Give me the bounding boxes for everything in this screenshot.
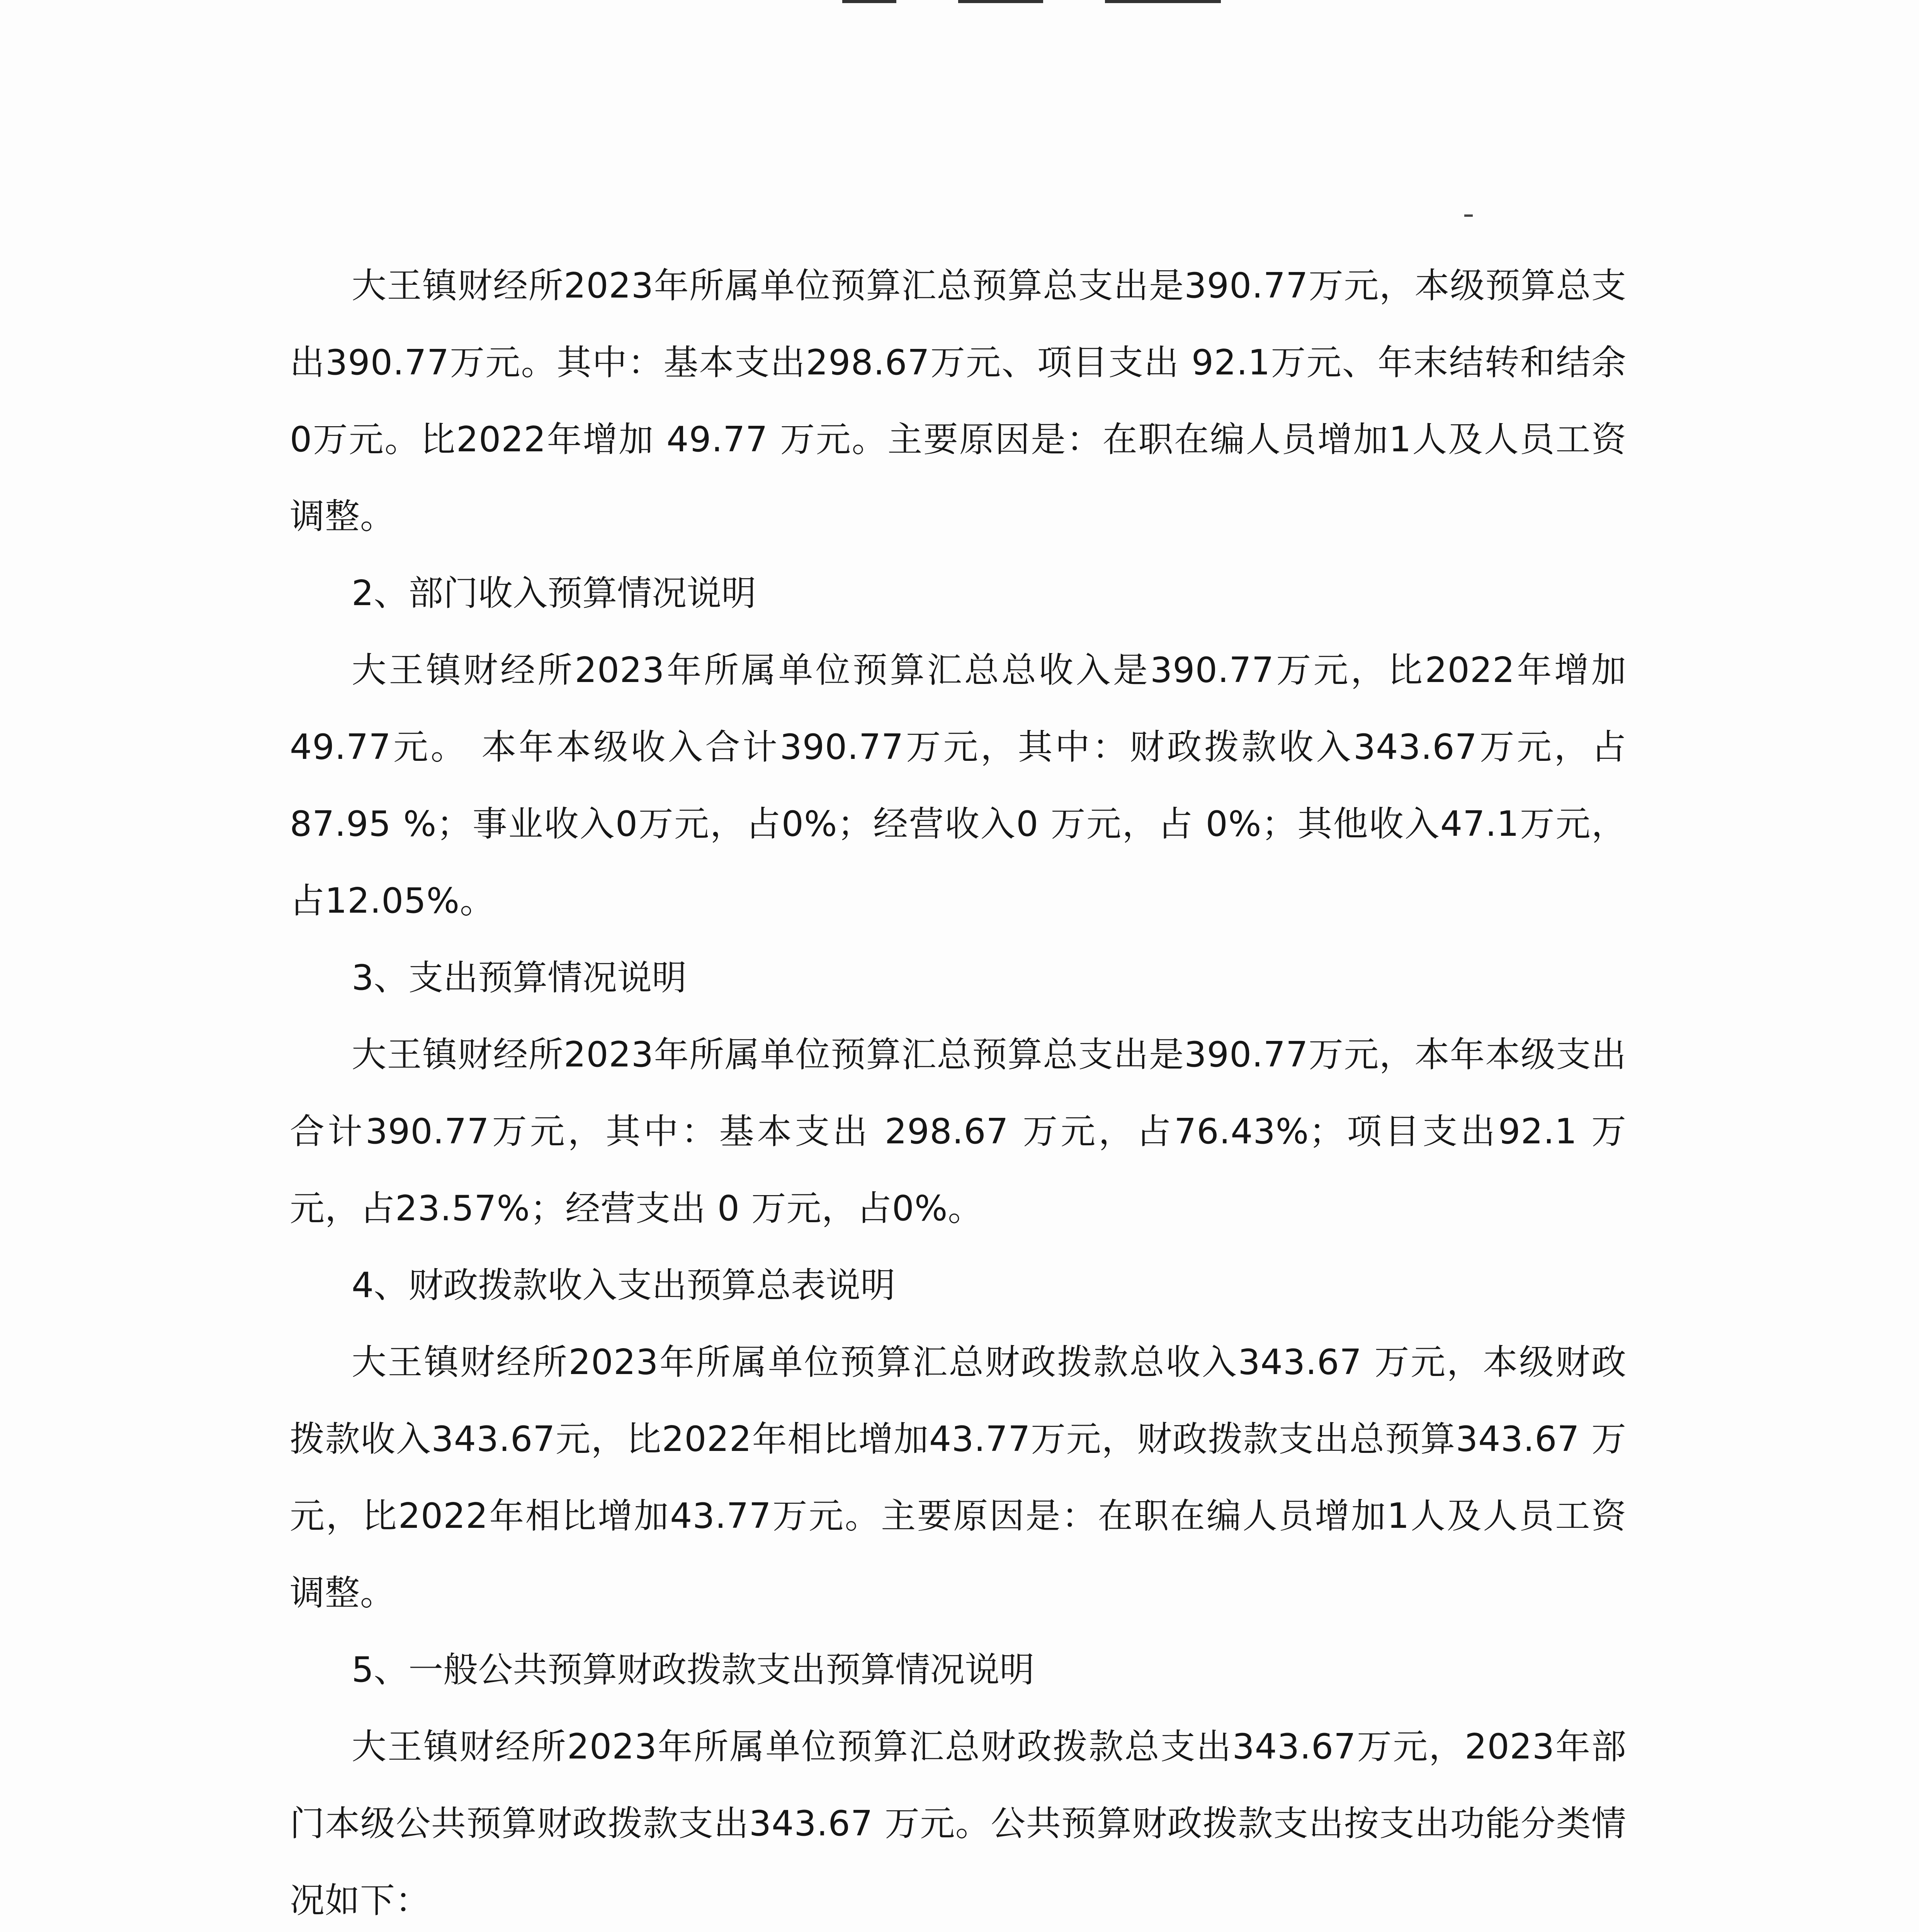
heading-fiscal-allocation-summary: 4、财政拨款收入支出预算总表说明 (352, 1265, 896, 1306)
scan-artifact (842, 0, 896, 3)
scan-artifact (958, 0, 1043, 3)
scan-artifact (1464, 214, 1473, 217)
heading-public-budget-expenditure: 5、一般公共预算财政拨款支出预算情况说明 (352, 1650, 1035, 1690)
scan-artifact (1105, 0, 1221, 3)
paragraph-fiscal-allocation-summary: 大王镇财经所2023年所属单位预算汇总财政拨款总收入343.67 万元，本级财政拨款收入343.67元，比2022年相比增加43.77万元，财政拨款支出总预算343.67 万元，比2022年相比增加43.77万元。主要原因是：在职在编人员增加1人及人员工资调整。 (290, 1342, 1627, 1613)
paragraph-total-expenditure: 大王镇财经所2023年所属单位预算汇总预算总支出是390.77万元，本级预算总支出390.77万元。其中：基本支出298.67万元、项目支出 92.1万元、年末结转和结余 0万元。比2022年增加 49.77 万元。主要原因是：在职在编人员增加1人及人员工资调整。 (290, 265, 1627, 537)
heading-income-budget: 2、部门收入预算情况说明 (352, 573, 756, 614)
heading-expenditure-budget: 3、支出预算情况说明 (352, 957, 687, 998)
paragraph-income-budget: 大王镇财经所2023年所属单位预算汇总总收入是390.77万元，比2022年增加49.77元。 本年本级收入合计390.77万元，其中：财政拨款收入343.67万元，占87.95 %；事业收入0万元，占0%；经营收入0 万元，占 0%；其他收入47.1万元，占12.05%。 (290, 650, 1627, 921)
document-body (290, 247, 1627, 1932)
paragraph-expenditure-budget: 大王镇财经所2023年所属单位预算汇总预算总支出是390.77万元，本年本级支出合计390.77万元，其中：基本支出 298.67 万元，占76.43%；项目支出92.1 万元，占23.57%；经营支出 0 万元，占0%。 (290, 1034, 1627, 1229)
paragraph-public-budget-expenditure: 大王镇财经所2023年所属单位预算汇总财政拨款总支出343.67万元，2023年部门本级公共预算财政拨款支出343.67 万元。公共预算财政拨款支出按支出功能分类情况如下： (290, 1726, 1627, 1921)
